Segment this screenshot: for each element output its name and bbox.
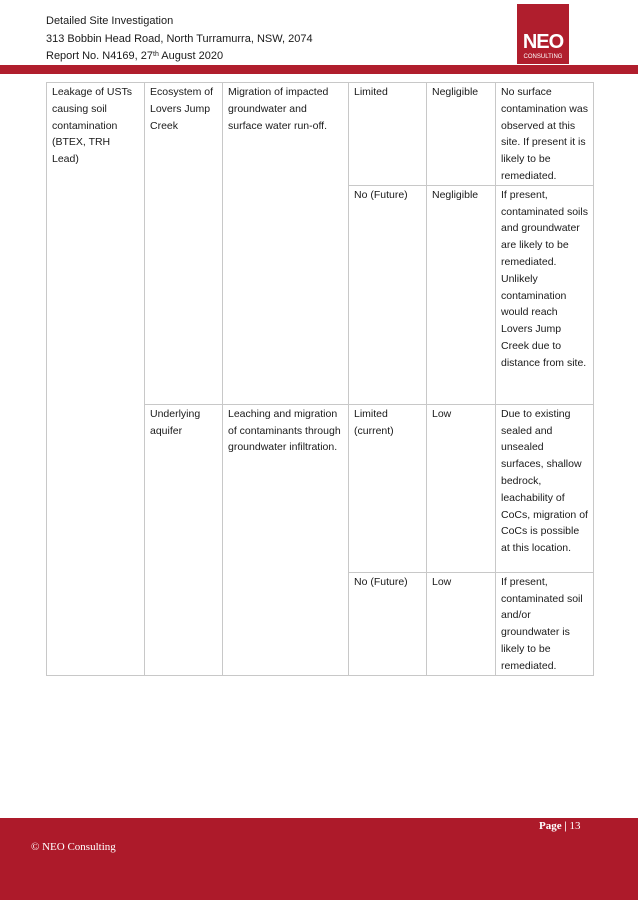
risk-cell: Low bbox=[427, 572, 496, 675]
risk-assessment-table bbox=[46, 82, 594, 676]
receptor-cell: Underlying aquifer bbox=[145, 404, 223, 675]
link-cell: No (Future) bbox=[349, 572, 427, 675]
link-cell: Limited bbox=[349, 83, 427, 186]
page-header bbox=[46, 13, 313, 66]
link-cell: No (Future) bbox=[349, 185, 427, 404]
comment-cell: If present, contaminated soil and/or groundwater is likely to be remediated. bbox=[496, 572, 594, 675]
comment-cell: If present, contaminated soils and groundwater are likely to be remediated. Unlikely contamination would reach Lovers Jump Creek due to distance from site. bbox=[496, 185, 594, 404]
neo-consulting-logo: NEO CONSULTING bbox=[517, 4, 569, 64]
comment-cell: Due to existing sealed and unsealed surfaces, shallow bedrock, leachability of CoCs, migration of CoCs is possible at this location. bbox=[496, 404, 594, 572]
header-rule bbox=[0, 65, 638, 74]
receptor-cell: Ecosystem of Lovers Jump Creek bbox=[145, 83, 223, 405]
risk-cell: Negligible bbox=[427, 83, 496, 186]
copyright-notice: © NEO Consulting bbox=[31, 841, 116, 853]
page-number: Page | 13 bbox=[539, 820, 581, 832]
link-cell: Limited (current) bbox=[349, 404, 427, 572]
site-address: 313 Bobbin Head Road, North Turramurra, NSW, 2074 bbox=[46, 32, 313, 45]
report-number: Report No. N4169, 27th August 2020 bbox=[46, 50, 224, 62]
risk-cell: Negligible bbox=[427, 185, 496, 404]
page-footer bbox=[0, 818, 638, 900]
table-row bbox=[47, 83, 594, 186]
comment-cell: No surface contamination was observed at this site. If present it is likely to be remediated. bbox=[496, 83, 594, 186]
source-cell: Leakage of USTs causing soil contamination (BTEX, TRH Lead) bbox=[47, 83, 145, 676]
pathway-cell: Migration of impacted groundwater and surface water run-off. bbox=[223, 83, 349, 405]
report-title: Detailed Site Investigation bbox=[46, 15, 174, 27]
pathway-cell: Leaching and migration of contaminants through groundwater infiltration. bbox=[223, 404, 349, 675]
risk-cell: Low bbox=[427, 404, 496, 572]
